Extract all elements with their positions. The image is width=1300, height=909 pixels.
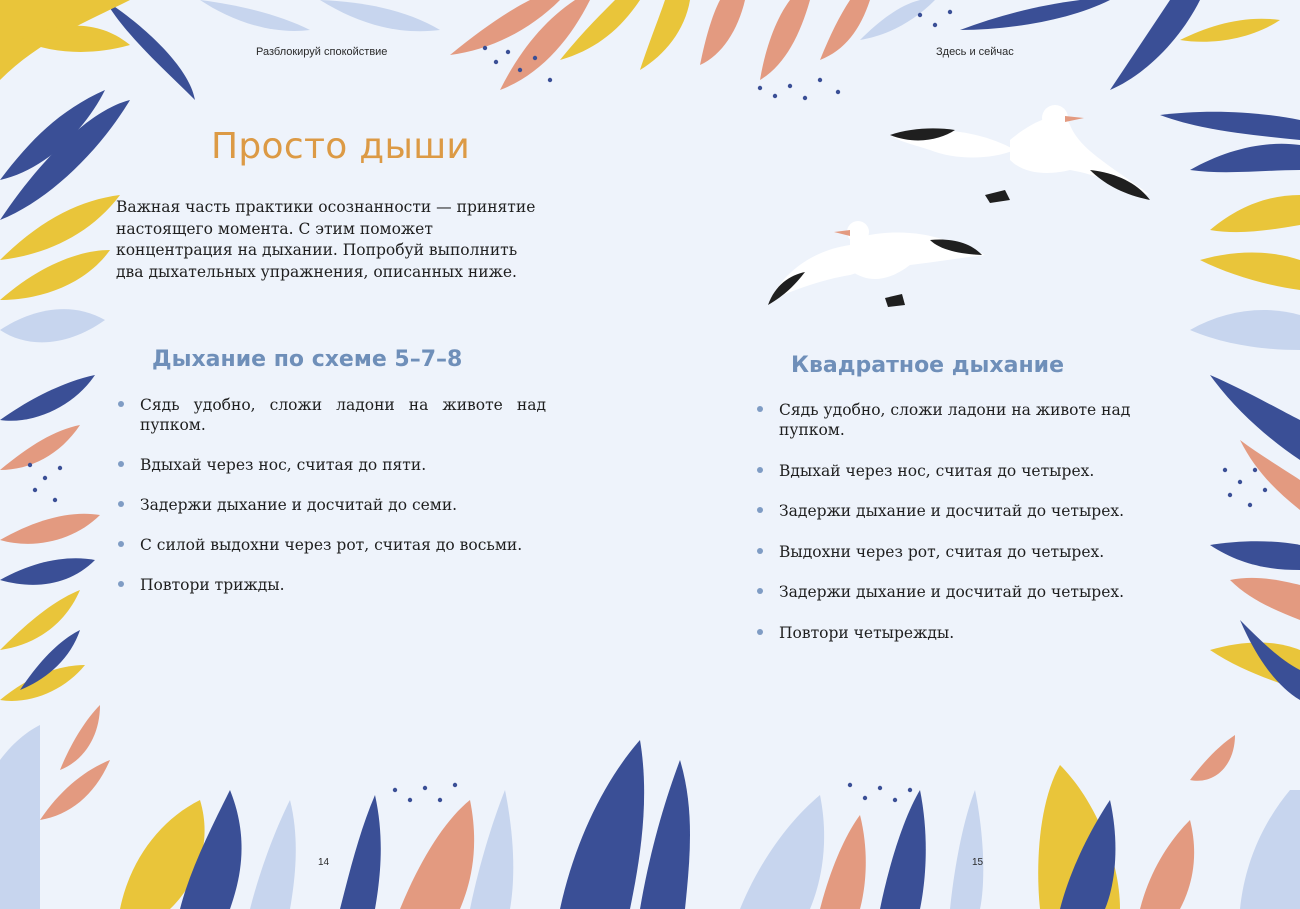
- left-running-head: Разблокируй спокойствие: [256, 46, 388, 58]
- list-item: Повтори четырежды.: [755, 623, 1195, 643]
- section-title-square: Квадратное дыхание: [791, 353, 1064, 378]
- list-item: Вдыхай через нос, считая до пяти.: [116, 455, 546, 475]
- list-item: Выдохни через рот, считая до четырех.: [755, 542, 1195, 562]
- list-item: Вдыхай через нос, считая до четырех.: [755, 461, 1195, 481]
- list-item: Сядь удобно, сложи ладони на животе над пупком.: [755, 400, 1195, 440]
- leaf-frame-bottom: [0, 705, 1300, 909]
- seagull-illustration: [768, 105, 1150, 307]
- intro-paragraph: Важная часть практики осознанности — принятие настоящего момента. С этим поможет концентрация на дыхании. Попробуй выполнить два дыхательных упражнения, описанных ниже.: [116, 198, 536, 281]
- list-item: Повтори трижды.: [116, 575, 546, 595]
- steps-list-square: [755, 400, 1195, 663]
- leaf-frame-left-side: [0, 375, 100, 701]
- page-number-left: 14: [318, 857, 330, 868]
- leaf-frame-top-center: [450, 0, 870, 100]
- page-title: Просто дыши: [211, 126, 471, 167]
- list-item: Задержи дыхание и досчитай до четырех.: [755, 582, 1195, 602]
- right-running-head: Здесь и сейчас: [936, 46, 1014, 58]
- list-item: С силой выдохни через рот, считая до восьми.: [116, 535, 546, 555]
- leaf-frame-right-side: [1210, 375, 1300, 700]
- steps-list-578: [116, 395, 546, 615]
- page-number-right: 15: [972, 857, 984, 868]
- section-title-578: Дыхание по схеме 5–7–8: [152, 347, 463, 372]
- list-item: Сядь удобно, сложи ладони на животе над пупком.: [116, 395, 546, 435]
- list-item: Задержи дыхание и досчитай до четырех.: [755, 501, 1195, 521]
- leaf-frame-top-right: [860, 0, 1300, 350]
- list-item: Задержи дыхание и досчитай до семи.: [116, 495, 546, 515]
